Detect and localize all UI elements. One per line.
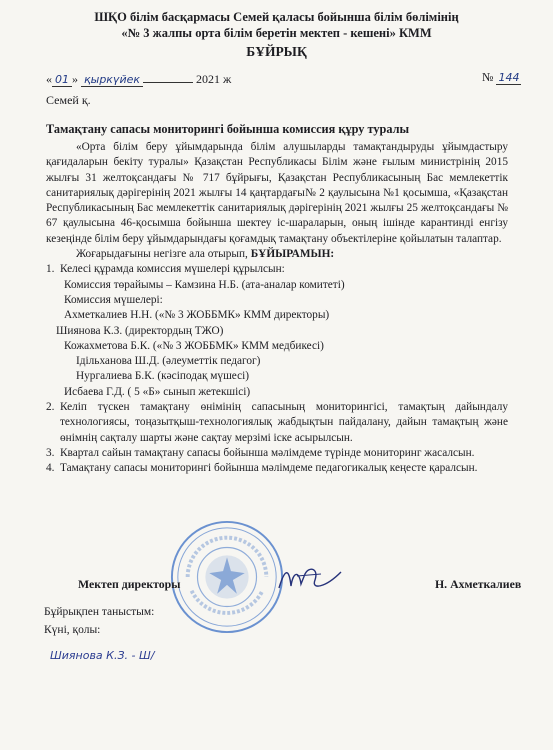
list-item-number: 2. xyxy=(46,401,55,414)
date-year: 2021 ж xyxy=(196,72,232,86)
preamble-paragraph: «Орта білім беру ұйымдарында білім алушыларды тамақтандыруды ұйымдастыру қағидаларын бекіту туралы» Қазақстан Республикасы Білім және ғылым министрінің 2015 жылғы 31 желтоқсандағы № 717 бұйрығы, Қазақстан Республикасының Бас мемлекеттік санитариялық дәрігерінің 2021 жылғы 14 қаңтардағы№ 2 қаулысына №1 қосымша, «Қазақстан Республикасының Бас мемлекеттік санитариялық дәрігерінің 2021 жылғы 25 желтоқсандағы № 67 қаулысына 46-қосымша бойынша шектеу іс-шараларын, оның ішінде карантинді енгізу кезеңінде білім беру ұйымдарындағы қоғамдық тамақтану объектілеріне қойылатын талаптар. xyxy=(46,141,508,245)
date-day-handwritten: 01 xyxy=(52,73,72,87)
list-item-text: Квартал сайын тамақтану сапасы бойынша мәлімдеме түрінде мониторинг жасалсын. xyxy=(60,446,475,459)
list-item-2 xyxy=(46,400,508,446)
commission-member: Кожахметова Б.К. («№ 3 ЖОББМК» КММ медбикесі) xyxy=(64,339,324,352)
signature-position: Мектеп директоры xyxy=(78,577,181,591)
order-intro xyxy=(46,247,508,262)
list-item-text: Тамақтану сапасы мониторингі бойынша мәлімдеме педагогикалық кеңесте қаралсын. xyxy=(60,462,478,475)
acknowledgement-date-sign-label: Күні, қолы: xyxy=(44,624,101,636)
list-item-text: Келесі құрамда комиссия мүшелері құрылсын: xyxy=(60,263,285,276)
list-item-4 xyxy=(46,461,508,476)
official-stamp-seal xyxy=(168,518,286,636)
acknowledgement-handwritten-signature xyxy=(50,646,200,668)
header-organization: ШҚО білім басқармасы Семей қаласы бойынша білім бөлімінің xyxy=(94,10,459,24)
list-item-number: 4. xyxy=(46,462,55,475)
order-subject: Тамақтану сапасы мониторингі бойынша комиссия құру туралы xyxy=(46,122,410,136)
date-month-handwritten: қыркүйек xyxy=(81,73,143,87)
list-item-number: 1. xyxy=(46,263,55,276)
header-school-name: «№ 3 жалпы орта білім беретін мектеп - кешені» КММ xyxy=(121,26,432,40)
list-item-1 xyxy=(46,262,508,277)
order-body xyxy=(46,140,508,477)
order-date xyxy=(46,72,231,87)
signature-name: Н. Ахметкалиев xyxy=(435,577,522,591)
commission-member: Ідільханова Ш.Д. (әлеуметтік педагог) xyxy=(76,355,261,368)
director-signature xyxy=(275,562,345,598)
order-number-handwritten: 144 xyxy=(498,71,520,84)
date-open-quote: « xyxy=(46,72,52,86)
date-close-quote: » xyxy=(72,72,78,86)
list-item-number: 3. xyxy=(46,446,55,459)
list-item-text: Келіп түскен тамақтану өнімінің сапасының мониторингісі, тамақтың дайындалу технологиясы, тоңазытқыш-технологиялық жабдықтын пайдалану, дайын тамақтың және өнімнің сақталу шарты және сақтау мерзімі іске асырылсын. xyxy=(60,401,508,444)
order-number xyxy=(482,70,521,85)
order-intro-text: Жоғарыдағыны негізге ала отырып, xyxy=(76,248,251,261)
commission-member: Нургалиева Б.К. (кәсіподақ мүшесі) xyxy=(76,370,249,383)
commission-member: Ахметкалиев Н.Н. («№ 3 ЖОББМК» КММ директоры) xyxy=(64,309,330,322)
commission-chair: Комиссия төрайымы – Камзина Н.Б. (ата-аналар комитеті) xyxy=(64,278,345,291)
list-item-3 xyxy=(46,446,508,461)
order-city: Семей қ. xyxy=(46,93,91,107)
commission-member: Исбаева Г.Д. ( 5 «Б» сынып жетекшісі) xyxy=(64,385,251,398)
date-blank-line xyxy=(143,73,193,83)
order-number-prefix: № xyxy=(482,70,494,84)
acknowledgement-label: Бұйрықпен таныстым: xyxy=(44,606,155,618)
order-word: БҰЙЫРАМЫН: xyxy=(250,248,335,261)
commission-members-label: Комиссия мүшелері: xyxy=(64,293,163,306)
commission-member: Шиянова К.З. (директордың ТЖО) xyxy=(56,324,224,337)
handwritten-signature-text: Шиянова К.З. - Ш/ xyxy=(50,649,155,662)
document-type-title: БҰЙРЫҚ xyxy=(246,44,307,59)
